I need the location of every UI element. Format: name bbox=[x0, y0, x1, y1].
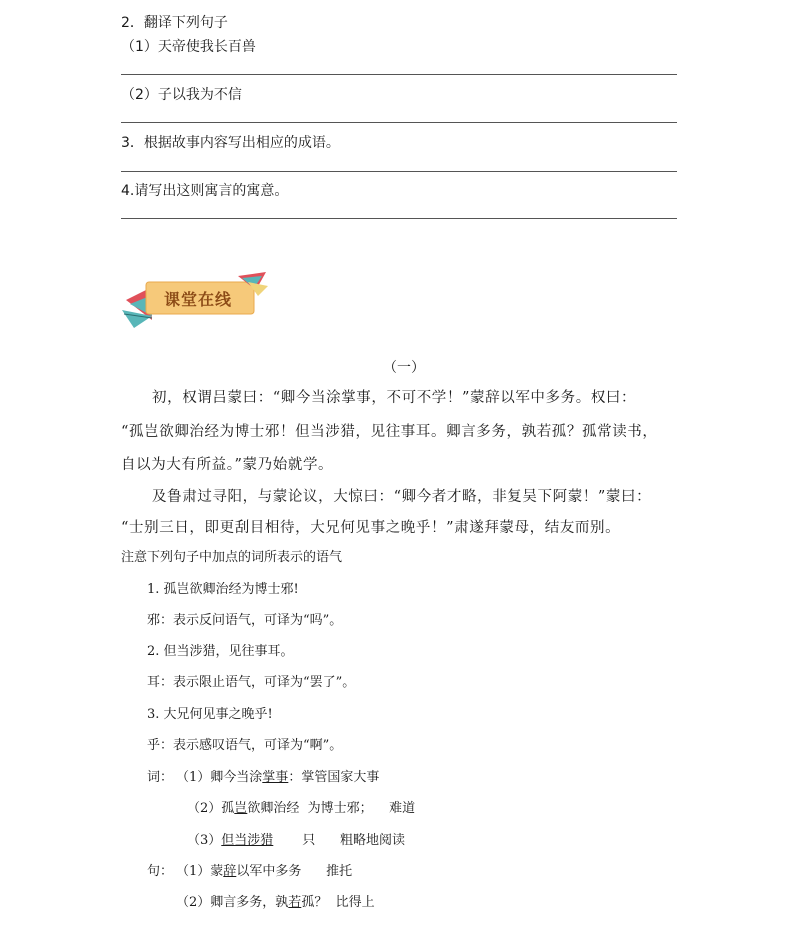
note-item: 耳：表示限止语气，可译为“罢了”。 bbox=[147, 675, 356, 690]
notes-heading: 注意下列句子中加点的词所表示的语气 bbox=[121, 550, 343, 565]
note-item: 邪：表示反问语气，可译为“吗”。 bbox=[147, 613, 343, 628]
passage-line: 及鲁肃过寻阳，与蒙论议，大惊曰：“卿今者才略，非复吴下阿蒙！”蒙曰： bbox=[152, 489, 652, 505]
vocab-item: （1）卿今当涂掌事：掌管国家大事 bbox=[176, 770, 380, 785]
vocab-label: 词： bbox=[147, 770, 174, 785]
section-banner bbox=[120, 270, 270, 330]
question-2-2: （2）子以我为不信 bbox=[121, 87, 242, 103]
passage-line: 初，权谓吕蒙曰：“卿今当涂掌事，不可不学！”蒙辞以军中多务。权曰： bbox=[152, 390, 637, 406]
answer-line bbox=[121, 122, 677, 123]
answer-line bbox=[121, 218, 677, 219]
question-2-1: （1）天帝使我长百兽 bbox=[121, 39, 256, 55]
note-item: 乎：表示感叹语气，可译为“啊”。 bbox=[147, 738, 343, 753]
vocab-item: （2）孤岂欲卿治经 为博士邪； 难道 bbox=[187, 801, 416, 816]
vocab-item: （3）但当涉猎 只 粗略地阅读 bbox=[187, 833, 406, 848]
note-item: 1. 孤岂欲卿治经为博士邪! bbox=[147, 582, 299, 597]
question-2-title: 2．翻译下列句子 bbox=[121, 15, 228, 31]
question-3: 3．根据故事内容写出相应的成语。 bbox=[121, 135, 340, 151]
note-item: 2. 但当涉猎，见往事耳。 bbox=[147, 644, 294, 659]
note-item: 3. 大兄何见事之晚乎! bbox=[147, 707, 273, 722]
passage-line: 自以为大有所益。”蒙乃始就学。 bbox=[121, 457, 334, 473]
passage-line: “士别三日，即更刮目相待，大兄何见事之晚乎！”肃遂拜蒙母，结友而别。 bbox=[121, 520, 621, 536]
question-4: 4.请写出这则寓言的寓意。 bbox=[121, 183, 289, 199]
sentence-item: （1）蒙辞以军中多务 推托 bbox=[176, 864, 353, 879]
sentence-label: 句： bbox=[147, 864, 174, 879]
answer-line bbox=[121, 74, 677, 75]
passage-number: （一） bbox=[383, 360, 425, 376]
passage-line: “孤岂欲卿治经为博士邪！但当涉猎，见往事耳。卿言多务，孰若孤？孤常读书， bbox=[121, 424, 658, 440]
answer-line bbox=[121, 171, 677, 172]
banner-title: 课堂在线 bbox=[164, 290, 233, 309]
sentence-item: （2）卿言多务，孰若孤？ 比得上 bbox=[176, 895, 375, 910]
